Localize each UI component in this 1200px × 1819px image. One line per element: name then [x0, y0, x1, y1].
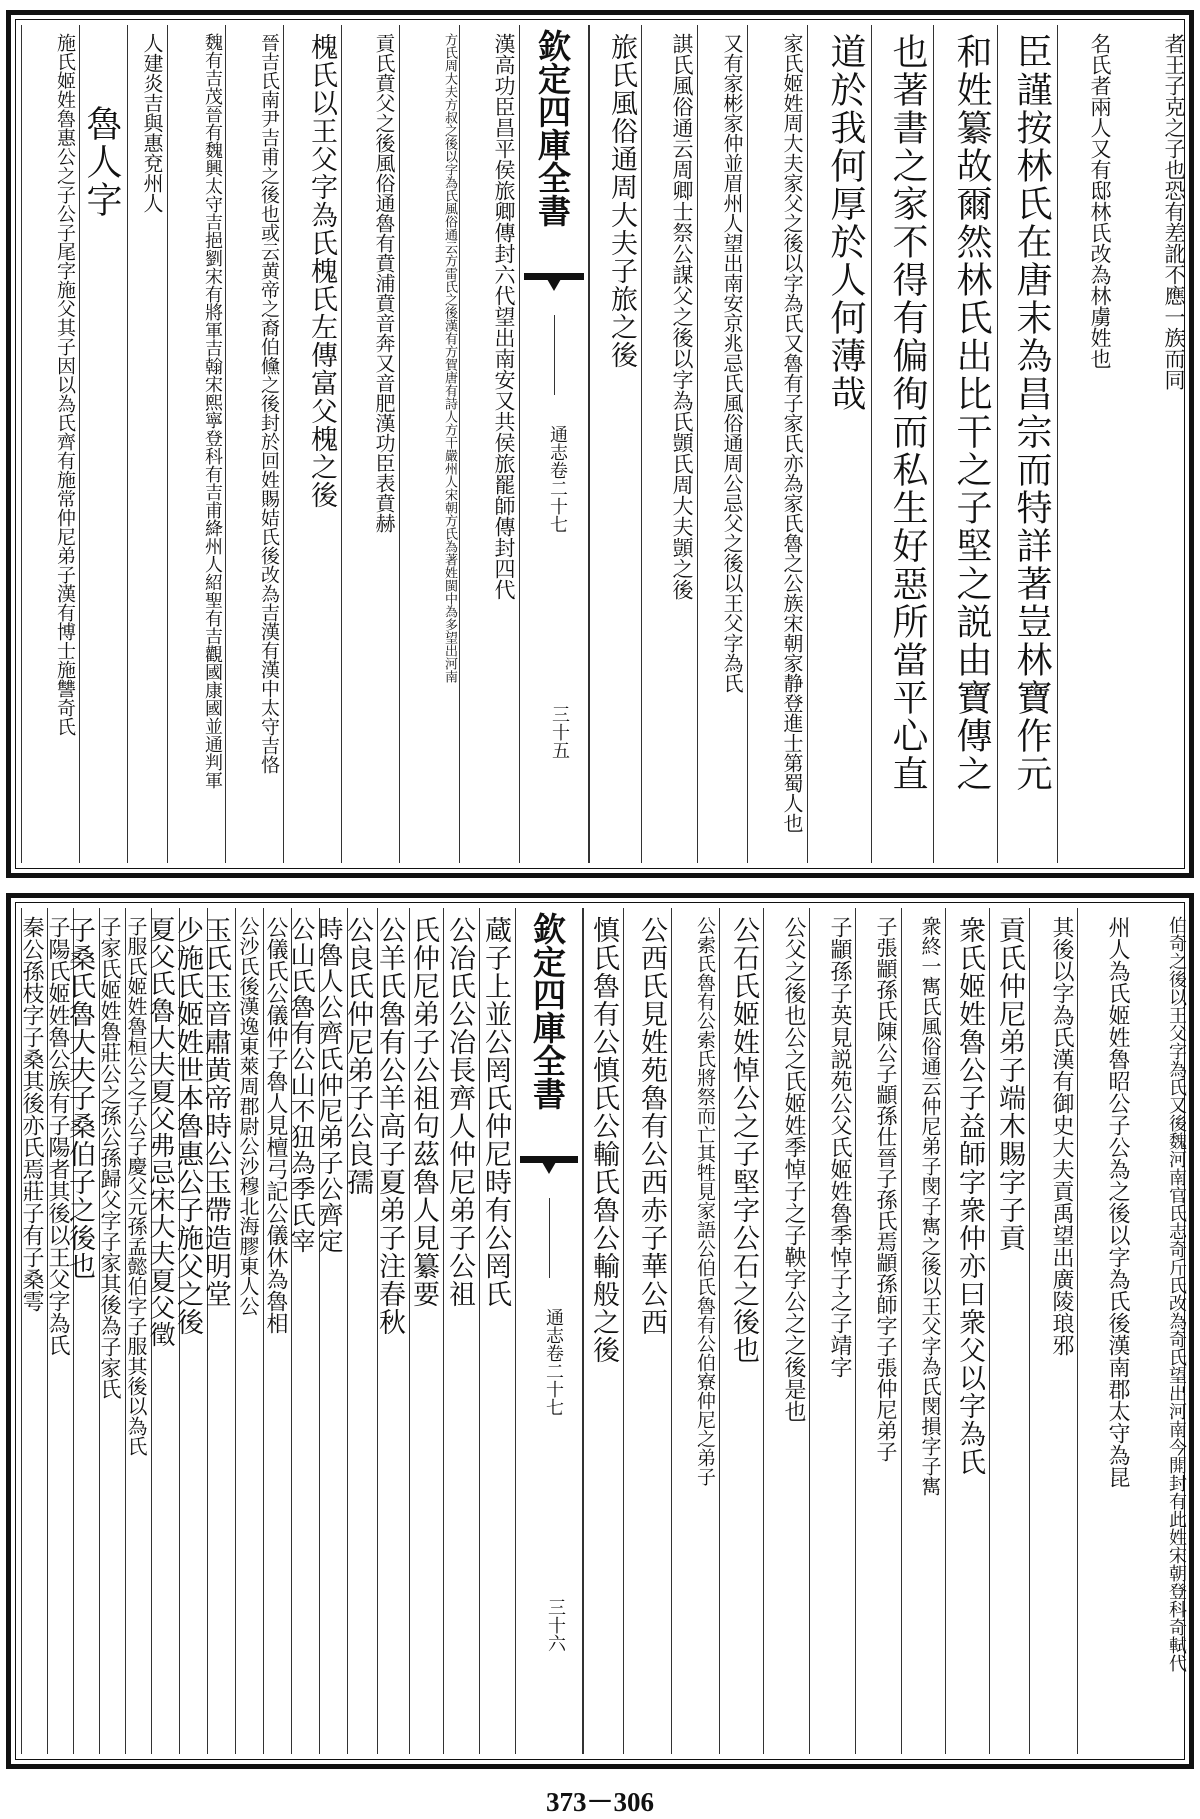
text-column: 公山氏魯有公山不狃為季氏宰 [291, 908, 319, 1754]
text-column: 公石氏姬姓悼公之子堅字公石之後也 [719, 908, 763, 1754]
book-title: 欽定四庫全書 [528, 912, 567, 1110]
text-column: 蔵子上並公罔氏仲尼時有公罔氏 [479, 908, 515, 1754]
text-column: 名氏者兩人又有邸林氏改為林虜姓也 [1057, 25, 1115, 863]
text-column: 子服氏姬姓魯桓公之子公子慶父元孫孟懿伯字子服其後以為氏 [125, 908, 151, 1754]
text-column: 公冶氏公冶長齊人仲尼弟子公祖 [443, 908, 479, 1754]
text-column: 方氏周大夫方叔之後以字為氏風俗通云方雷氏之後漢有方賀唐有詩人方干嚴州人宋朝方氏為著姓閩中為多望出河南 [399, 25, 459, 863]
center-column [515, 908, 583, 1754]
text-column: 諆氏風俗通云周卿士祭公謀父之後以字為氏顗氏周大夫顗之後 [641, 25, 697, 863]
page-label: 三十五 [549, 705, 570, 759]
text-column: 魏有吉茂晉有魏興太守吉挹劉宋有將軍吉翰宋熙寧登科有吉甫絳州人紹聖有吉觀國康國並通判軍 [167, 25, 225, 863]
text-column: 秦公孫枝字子桑其後亦氏焉莊子有子桑雩 [21, 908, 47, 1754]
page-bottom-half [6, 893, 1194, 1769]
text-column: 晉吉氏南尹吉甫之後也或云黄帝之裔伯儵之後封於回姓賜姞氏後改為吉漢有漢中太守吉恪 [225, 25, 283, 863]
center-divider [549, 1198, 550, 1278]
book-title: 欽定四庫全書 [533, 29, 572, 227]
text-column: 其後以字為氏漢有御史大夫貢禹望出廣陵琅邪 [1029, 908, 1077, 1754]
fishtail-mark [524, 273, 584, 306]
text-column: 衆氏姬姓魯公子益師字衆仲亦曰衆父以字為氏 [945, 908, 989, 1754]
text-column: 州人為氏姬姓魯昭公子公為之後以字為氏後漢南郡太守為昆 [1077, 908, 1133, 1754]
text-column: 貢氏仲尼弟子端木賜字子貢 [989, 908, 1029, 1754]
text-column: 夏父氏魯大夫夏父弗忌宋大夫夏父徵 [151, 908, 179, 1754]
text-column: 少施氏姬姓世本魯惠公子施父之後 [179, 908, 207, 1754]
text-column: 子張顓孫氏陳公子顓孫仕晉子孫氏焉顓孫師字子張仲尼弟子 [855, 908, 901, 1754]
text-column: 時魯人公齊氏仲尼弟子公齊定 [319, 908, 347, 1754]
text-column: 公良氏仲尼弟子公良孺 [347, 908, 377, 1754]
page-top-half [6, 10, 1194, 878]
text-column: 公羊氏魯有公羊高子夏弟子注春秋 [377, 908, 409, 1754]
text-column: 伯奇之後以王父字為氏又後魏河南官氏志奇斤氏改為奇氏望出河南今開封有此姓宋朝登科奇軾代 [1166, 916, 1187, 1672]
text-column: 施氏姬姓魯惠公之子公子尾字施父其子因以為氏齊有施常仲尼弟子漢有博士施讐奇氏 [21, 25, 79, 863]
text-column: 魯人字 [79, 25, 127, 863]
text-column: 子家氏姬姓魯莊公之孫公孫歸父字子家其後為子家氏 [99, 908, 125, 1754]
text-column: 公沙氏後漢逸東萊周郡尉公沙穆北海膠東人公 [235, 908, 263, 1754]
text-column: 衆終一寯氏風俗通云仲尼弟子閔子寯之後以王父字為氏閔損字子寯 [901, 908, 945, 1754]
text-column: 公索氏魯有公索氏將祭而亡其牲見家語公伯氏魯有公伯寮仲尼之弟子 [671, 908, 719, 1754]
text-column: 人建炎吉與惠兗州人 [127, 25, 167, 863]
text-column: 公西氏見姓苑魯有公西赤子華公西 [623, 908, 671, 1754]
page-number: 373－306 [546, 1787, 654, 1817]
text-column: 又有家彬家仲並眉州人望出南安京兆忌氏風俗通周公忌父之後以王父字為氏 [697, 25, 747, 863]
text-column: 玉氏玉音肅黄帝時公玉帶造明堂 [207, 908, 235, 1754]
text-column: 和姓纂故爾然林氏出比干之子堅之説由寶傳之 [933, 25, 997, 863]
text-column: 子顓孫子英見説苑公父氏姬姓魯季悼子之子靖字 [809, 908, 855, 1754]
text-column: 旅氏風俗通周大夫子旅之後 [589, 25, 641, 863]
text-column: 槐氏以王父字為氏槐氏左傳富父槐之後 [283, 25, 341, 863]
text-column: 家氏姬姓周大夫家父之後以字為氏又魯有子家氏亦為家氏魯之公族宋朝家静登進士第蜀人也 [747, 25, 807, 863]
volume-label: 通志卷二十七 [543, 1308, 564, 1416]
center-divider [554, 315, 555, 395]
text-column: 漢高功臣昌平侯旅卿傳封六代望出南安又共侯旅罷師傳封四代 [459, 25, 519, 863]
text-column: 氏仲尼弟子公祖句茲魯人見纂要 [409, 908, 443, 1754]
text-column: 者王子克之子也恐有差訛不應一族而同 [1162, 33, 1186, 390]
text-column: 公儀氏公儀仲子魯人見檀弓記公儀休為魯相 [263, 908, 291, 1754]
text-column: 子桑氏魯大夫子桑伯子之後也 [73, 908, 99, 1754]
text-column: 臣謹按林氏在唐末為昌宗而特詳著豈林寶作元 [997, 25, 1057, 863]
center-column [519, 25, 589, 863]
fishtail-mark [520, 1156, 578, 1189]
text-column: 貢氏賁父之後風俗通魯有賁浦賁音奔又音肥漢功臣表賁赫 [341, 25, 399, 863]
text-column: 道於我何厚於人何薄哉 [807, 25, 871, 863]
text-column: 公父之後也公之氏姬姓季悼子之子鞅字公之之後是也 [763, 908, 809, 1754]
text-column: 子陽氏姬姓魯公族有子陽者其後以王父字為氏 [47, 908, 73, 1754]
text-column: 慎氏魯有公慎氏公輸氏魯公輸般之後 [583, 908, 623, 1754]
volume-label: 通志卷二十七 [547, 425, 568, 533]
text-column: 也著書之家不得有偏徇而私生好惡所當平心直 [871, 25, 933, 863]
page-label: 三十六 [545, 1598, 566, 1652]
